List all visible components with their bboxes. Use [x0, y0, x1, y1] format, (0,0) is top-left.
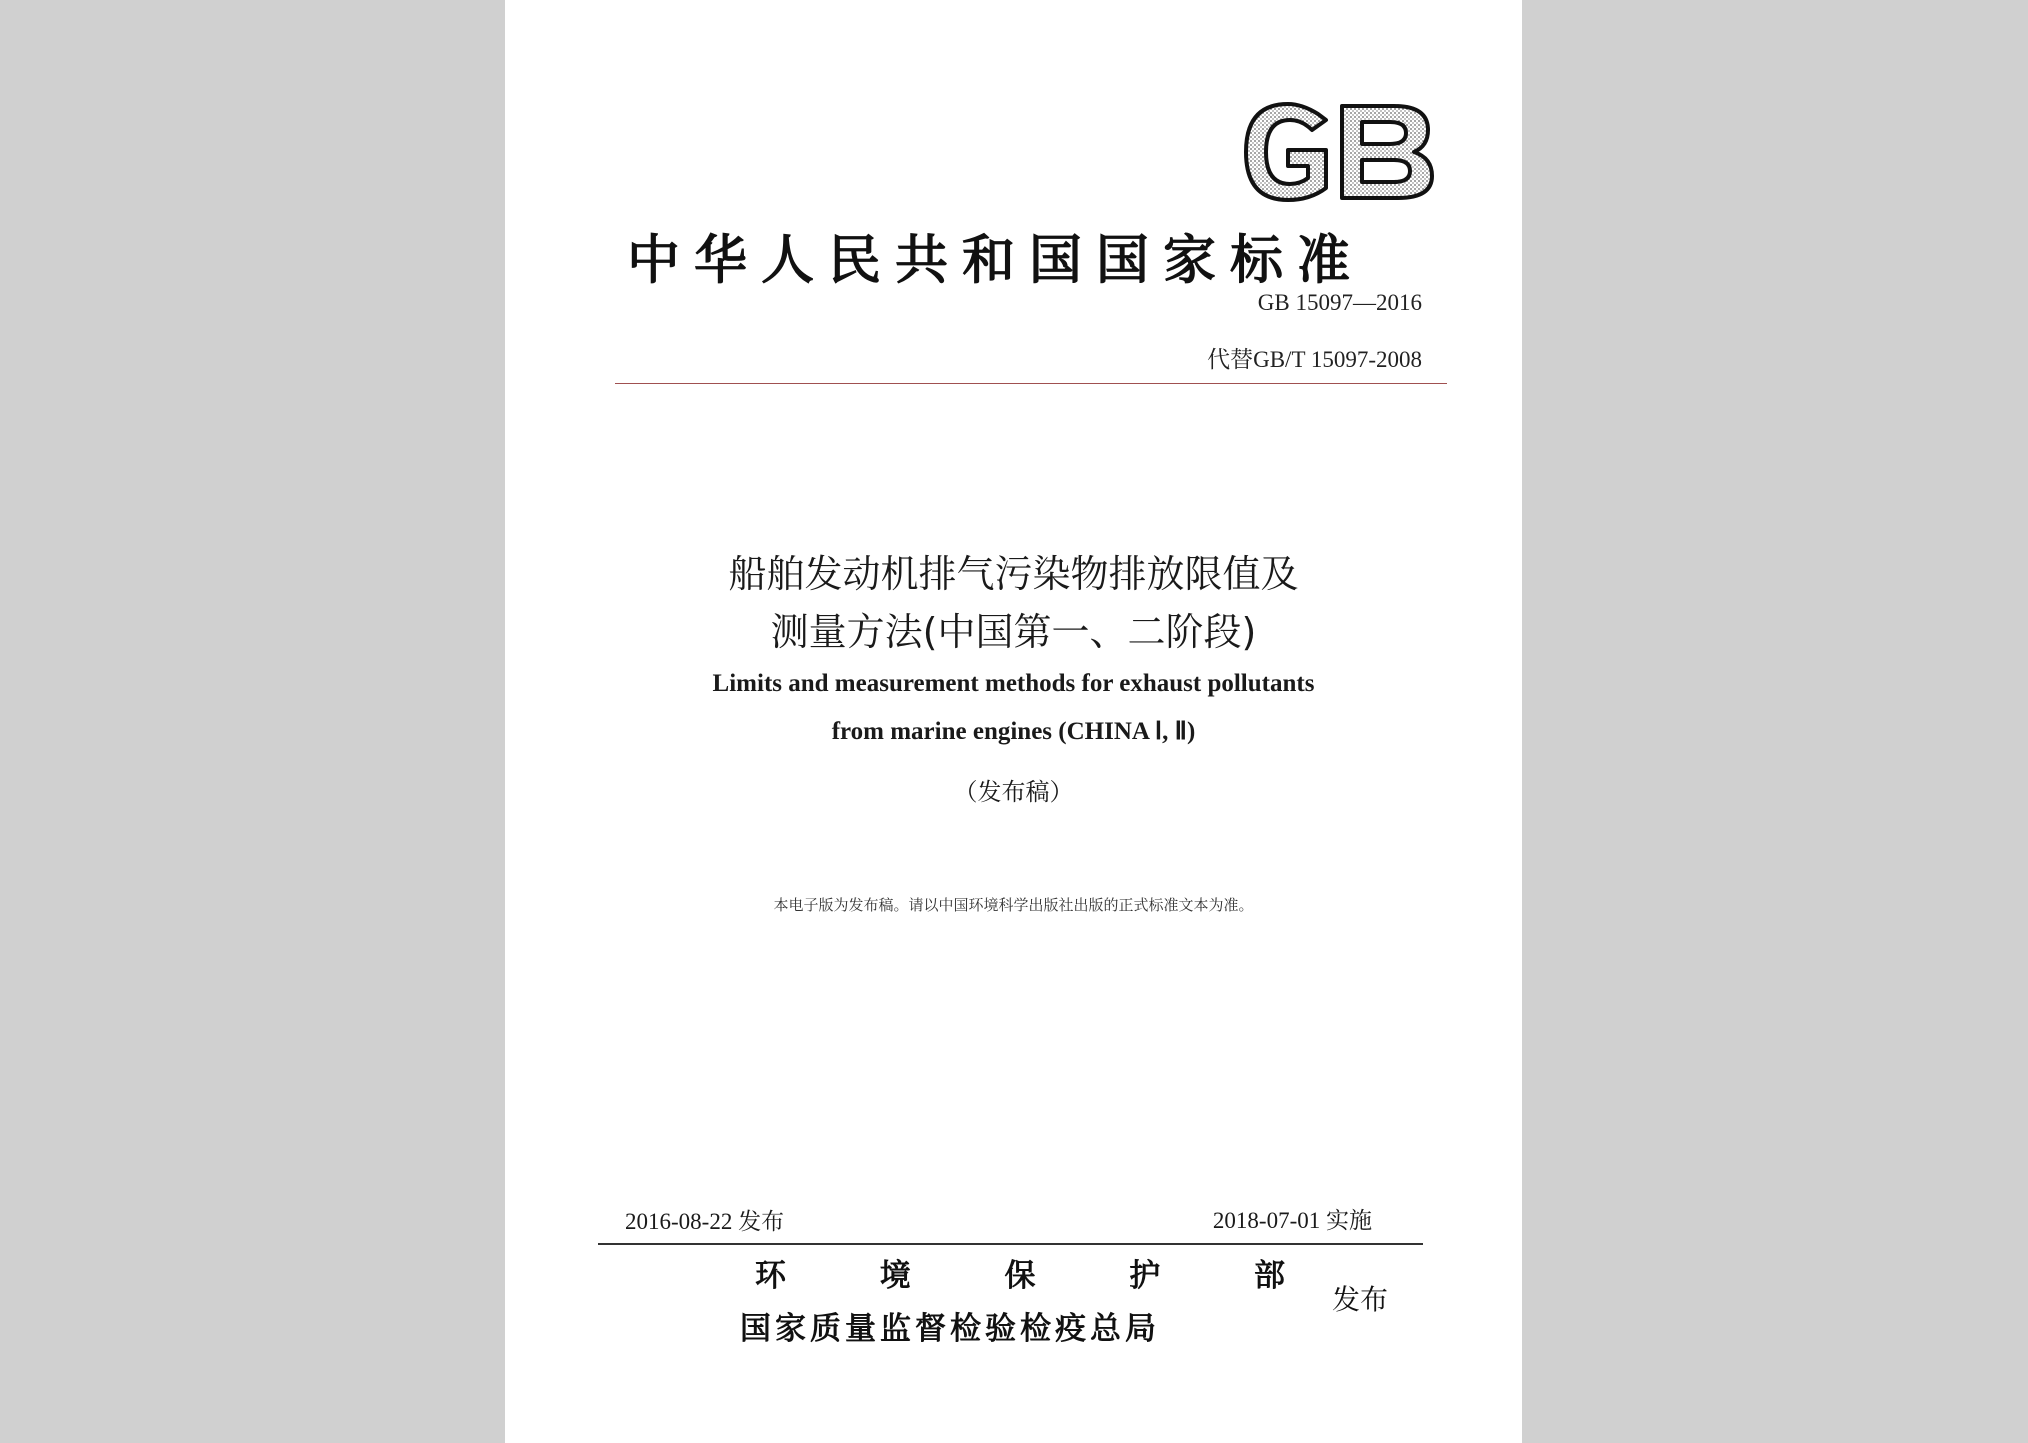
chinese-title-line-1: 船舶发动机排气污染物排放限值及 [728, 552, 1299, 596]
english-title-line-1: Limits and measurement methods for exhaust pollutants [712, 670, 1315, 697]
standard-type-title: 中华人民共和国国家标准 [627, 230, 1364, 291]
issue-date: 2016-08-22 发布 [625, 1209, 785, 1234]
header-divider [615, 383, 1447, 384]
footer-divider [598, 1243, 1423, 1245]
implementation-date: 2018-07-01 实施 [1212, 1208, 1372, 1233]
chinese-title-line-2: 测量方法(中国第一、二阶段) [770, 610, 1257, 654]
document-page [505, 0, 1522, 1443]
english-title-line-2: from marine engines (CHINA Ⅰ, Ⅱ) [831, 718, 1196, 745]
gb-logo [1238, 100, 1438, 204]
publish-label: 发布 [1332, 1283, 1389, 1316]
draft-label: （发布稿） [953, 778, 1074, 806]
issuer-ministry-char: 保 [1004, 1258, 1036, 1294]
issuer-ministry-char: 部 [1254, 1258, 1285, 1294]
issuer-ministry [755, 1250, 1285, 1295]
issuer-administration: 国家质量监督检验检疫总局 [740, 1311, 1160, 1347]
issuer-ministry-char: 境 [879, 1258, 911, 1294]
edition-note: 本电子版为发布稿。请以中国环境科学出版社出版的正式标准文本为准。 [773, 896, 1254, 914]
issuer-ministry-char: 环 [755, 1258, 786, 1294]
standard-number: GB 15097—2016 [1257, 290, 1422, 315]
issuer-ministry-char: 护 [1129, 1258, 1161, 1294]
replaces-standard: 代替GB/T 15097-2008 [1207, 347, 1422, 372]
